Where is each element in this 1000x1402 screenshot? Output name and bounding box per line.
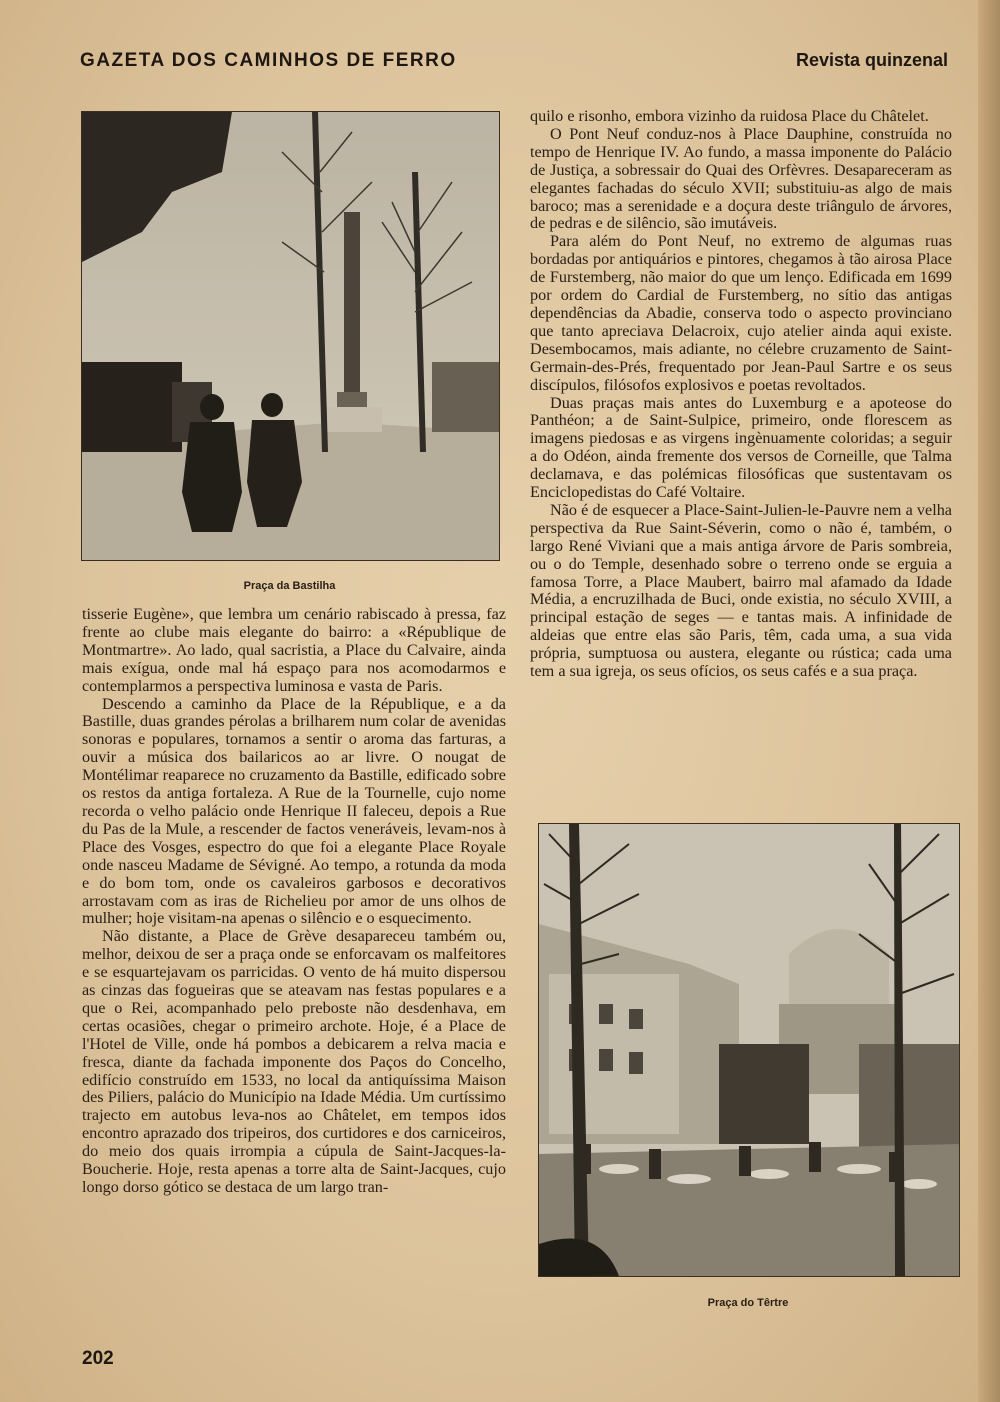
paragraph: O Pont Neuf conduz-nos à Place Dauphine, construída no tempo de Henrique IV. Ao fundo, a massa imponente do Palácio de Justiça, a sobressair do Quai des Orfèvres. Desapareceram as elegantes fachadas do século XVII; substituiu-as algo de mais baroco; mas a serenidade e a doçura deste triângulo de árvores, de pedras e de silêncio, são imutáveis.: [530, 124, 952, 233]
page-spine: [978, 0, 1000, 1402]
magazine-title: GAZETA DOS CAMINHOS DE FERRO: [80, 50, 457, 71]
paragraph: Descendo a caminho da Place de la République, e a da Bastille, duas grandes pérolas a brilharem num colar de avenidas sonoras e populares, tornamos a sentir o aroma das farturas, a ouvir a música dos bailaricos ao ar livre. O nougat de Montélimar reaparece no cruzamento da Bastille, edificado sobre os restos da antiga fortaleza. A Rue de la Tournelle, cujo nome recorda o velho palácio onde Henrique II faleceu, depois a Rue du Pas de la Mule, a rescender de factos veneráveis, levam-nos à Place des Vosges, espectro do que foi a elegante Place Royale onde nasceu Madame de Sévigné. Ao tempo, a rotunda da moda e do bom tom, onde os cavaleiros garbosos e decorativos arrostavam com as iras de Richelieu por amor de uns olhos de mulher; hoje visitam-na apenas o silêncio e o esquecimento.: [82, 694, 506, 928]
right-column-text: [530, 108, 952, 681]
photo-bastilha-caption: Praça da Bastilha: [243, 580, 336, 592]
photo-tertre: [538, 823, 960, 1277]
paragraph: tisserie Eugène», que lembra um cenário rabiscado à pressa, faz frente ao clube mais elegante do bairro: a «République de Montmartre». Ao lado, qual sacristia, a Place du Calvaire, ainda mais exígua, onde mal há espaço para nos acomodarmos e contemplarmos a perspectiva luminosa e vasta de Paris.: [82, 605, 506, 695]
magazine-subtitle: Revista quinzenal: [795, 50, 948, 70]
photo-bastilha: [81, 111, 500, 561]
paragraph: Duas praças mais antes do Luxemburg e a apoteose do Panthéon; a de Saint-Sulpice, primeiro, onde florescem as imagens piedosas e as virgens ingènuamente coloridas; a seguir a do Odéon, ainda fremente dos versos de Corneille, que Talma declamava, e das polémicas filosóficas que sustentavam os Enciclopedistas do Café Voltaire.: [530, 393, 952, 502]
paragraph: Não distante, a Place de Grève desapareceu também ou, melhor, deixou de ser a praça onde se enforcavam os malfeitores e se esquartejavam os parricidas. O vento de há muito dispersou as cinzas das fogueiras que se ateavam nas festas populares e a que o Rei, acompanhado pelo preboste não desdenhava, em certas ocasiões, chegar o primeiro archote. Hoje, é a Place de l'Hotel de Ville, onde há pombos a debicarem a relva macia e fresca, diante da fachada imponente dos Paços do Concelho, edifício construído em 1533, no local da antiquíssima Maison des Piliers, palácio do Município na Idade Média. Um curtíssimo trajecto em autobus leva-nos ao Châtelet, em tempos idos encontro aprazado dos tripeiros, dos curtidores e dos carniceiros, do meio dos quais irrompia a cúpula de Saint-Jacques-la-Boucherie. Hoje, resta apenas a torre alta de Saint-Jacques, cujo longo dorso gótico se destaca de um largo tran-: [82, 927, 506, 1196]
paragraph: Para além do Pont Neuf, no extremo de algumas ruas bordadas por antiquários e pintores, chegamos à tão airosa Place de Furstemberg, não maior do que um lenço. Edificada em 1699 por ordem do Cardial de Furstemberg, no sítio das antigas dependências da Abadie, conserva todo o aspecto provinciano que tanto apreciava Delacroix, cujo atelier ainda aqui existe. Desembocamos, mais adiante, no célebre cruzamento de Saint-Germain-des-Prés, frequentado por Jean-Paul Sartre e os seus discípulos, filósofos explosivos e poetas revoltados.: [530, 232, 952, 394]
left-column-text: [82, 606, 506, 1197]
paragraph: Não é de esquecer a Place-Saint-Julien-le-Pauvre nem a velha perspectiva da Rue Saint-Séverin, como o não é, também, o largo René Viviani que a mais antiga árvore de Paris sombreia, ou o do Temple, desenhado sobre o terreno onde se erguia a famosa Torre, a Place Maubert, bairro mal afamado da Idade Média, a encruzilhada de Buci, onde existia, no século XVIII, a principal estação de seges — e tantas mais. A infinidade de aldeias que entre elas são Paris, têm, cada uma, a sua vida própria, sumptuosa ou austera, elegante ou rústica; cada uma tem a sua igreja, os seus ofícios, os seus cafés e a sua praça.: [530, 500, 952, 681]
photo-tertre-caption: Praça do Têrtre: [707, 1297, 789, 1309]
page-number: 202: [82, 1348, 114, 1369]
paragraph: quilo e risonho, embora vizinho da ruidosa Place du Châtelet.: [530, 107, 929, 125]
